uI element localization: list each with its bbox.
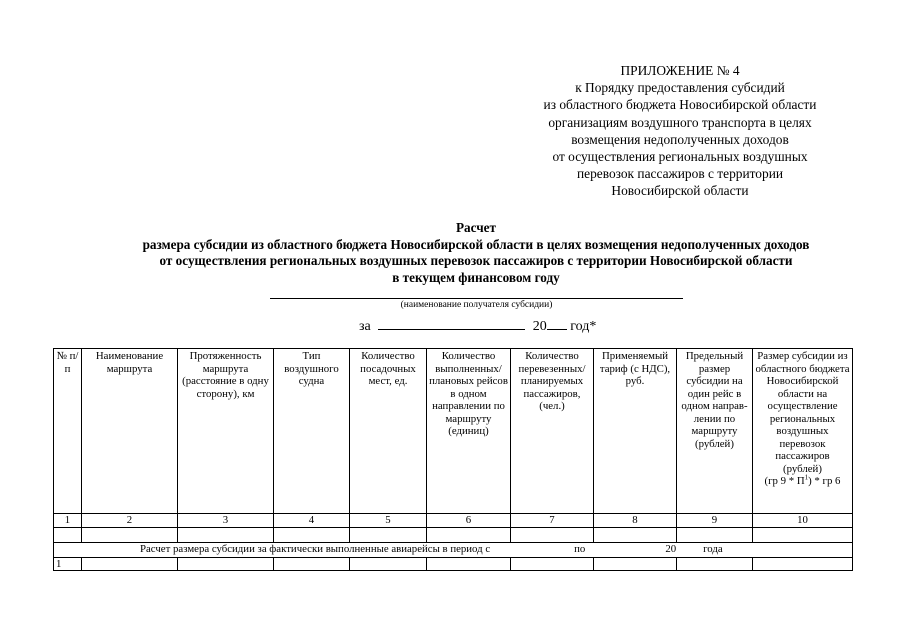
period-line: [359, 316, 596, 335]
period-year-prefix: 20: [532, 319, 547, 334]
header-cell-subsidy: [753, 349, 853, 514]
column-number: 5: [350, 514, 427, 528]
band-text: Расчет размера субсидии за фактически выполненные авиарейсы в период с: [140, 542, 491, 555]
header-cell: Количество посадочных мест, ед.: [350, 349, 427, 514]
appendix-line: возмещения недополученных доходов: [571, 131, 789, 147]
table-header-row: [54, 349, 853, 514]
column-number: 1: [54, 514, 82, 528]
period-suffix: год*: [570, 319, 597, 334]
header-cell: Предельный размер субсидии на один рейс в одном направ-лении по маршруту (рублей): [677, 349, 753, 514]
table-cell: [54, 527, 82, 542]
table-cell: [511, 557, 594, 571]
header-cell: Протяженность маршрута (расстояние в одну сторону), км: [178, 349, 274, 514]
column-number: 2: [82, 514, 178, 528]
appendix-title: ПРИЛОЖЕНИЕ № 4: [620, 63, 740, 78]
table-cell: [594, 527, 677, 542]
header-cell: Наименование маршрута: [82, 349, 178, 514]
title-line: в текущем финансовом году: [392, 269, 560, 285]
column-number: 8: [594, 514, 677, 528]
column-number: 7: [511, 514, 594, 528]
period-band-cell: [54, 542, 853, 557]
table-cell: [427, 527, 511, 542]
table-cell: [753, 557, 853, 571]
table-row: [54, 527, 853, 542]
appendix-line: от осуществления региональных воздушных: [552, 149, 808, 165]
header-cell: Применяемый тариф (с НДС), руб.: [594, 349, 677, 514]
subsidy-calculation-table: [53, 348, 853, 571]
table-cell: [427, 557, 511, 571]
title-line: размера субсидии из областного бюджета Новосибирской области в целях возмещения недополученных доходов: [142, 236, 810, 252]
table-cell: [753, 527, 853, 542]
header-formula-before: (гр 9 * П: [764, 475, 805, 487]
column-number: 4: [274, 514, 350, 528]
header-formula-sup: 1: [804, 473, 809, 482]
table-cell: [274, 557, 350, 571]
table-cell: [178, 527, 274, 542]
appendix-line: организациям воздушного транспорта в целях: [548, 114, 812, 130]
year-blank: [547, 316, 567, 330]
header-cell: Тип воздушного судна: [274, 349, 350, 514]
header-cell: Количество выполненных/ плановых рейсов в одном направлении по маршруту (единиц): [427, 349, 511, 514]
recipient-caption: (наименование получателя субсидии): [400, 300, 553, 310]
table-cell: [350, 557, 427, 571]
period-blank: [378, 316, 525, 330]
table-cell: [350, 527, 427, 542]
period-band-row: [54, 542, 853, 557]
column-number: 10: [753, 514, 853, 528]
header-cell-text: Размер субсидии из областного бюджета Новосибирской области на осуществление региональных воздушных перевозок пассажиров (рублей): [755, 350, 850, 475]
appendix-line: к Порядку предоставления субсидий: [575, 80, 785, 96]
table-cell: [82, 527, 178, 542]
title-line: от осуществления региональных воздушных перевозок пассажиров с территории Новосибирской области: [159, 253, 793, 269]
band-year-word: года: [703, 542, 723, 555]
period-prefix: за: [359, 319, 371, 334]
column-number: 9: [677, 514, 753, 528]
table-cell: [82, 557, 178, 571]
column-number: 6: [427, 514, 511, 528]
column-number-row: [54, 514, 853, 528]
table-cell: [594, 557, 677, 571]
table-cell: [511, 527, 594, 542]
table-cell: [274, 527, 350, 542]
band-to: по: [574, 542, 586, 555]
header-cell: № п/п: [54, 349, 82, 514]
appendix-header: [505, 62, 855, 200]
table-cell: [178, 557, 274, 571]
title-line: Расчет: [455, 220, 496, 235]
table-cell: [677, 557, 753, 571]
recipient-name-blank: [270, 298, 683, 299]
column-number: 3: [178, 514, 274, 528]
appendix-line: Новосибирской области: [611, 183, 749, 199]
row-number: 1: [54, 557, 82, 571]
header-formula-after: ) * гр 6: [808, 475, 841, 487]
table-cell: [677, 527, 753, 542]
table-row: [54, 557, 853, 571]
document-title: [0, 220, 905, 286]
band-year: 20: [665, 542, 677, 555]
appendix-line: перевозок пассажиров с территории: [576, 166, 784, 182]
appendix-line: из областного бюджета Новосибирской области: [543, 97, 817, 113]
header-cell: Количество перевезенных/ планируемых пассажиров, (чел.): [511, 349, 594, 514]
